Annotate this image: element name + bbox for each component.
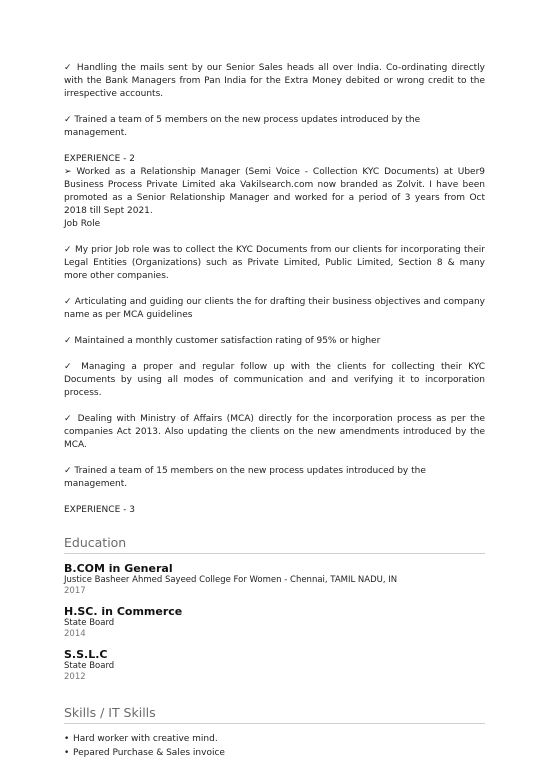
job-role-point: ✓ Dealing with Ministry of Affairs (MCA) directly for the incorporation process as per the companies Act 2013. Also updating the clients on the new amendments introduced by the MCA. [64, 414, 485, 450]
experience-point: ✓ Handling the mails sent by our Senior Sales heads all over India. Co-ordinating directly with the Bank Managers from Pan India for the Extra Money debited or wrong credit to the irrespective accounts. [64, 63, 485, 99]
experience-2-intro: ➢ Worked as a Relationship Manager (Semi Voice - Collection KYC Documents) at Uber9 Business Process Private Limited aka Vakilsearch.com now branded as Zolvit. I have been promoted as a Senior Relationship Manager and worked for a period of 3 years from Oct 2018 till Sept 2021. [64, 167, 485, 216]
education-year: 2014 [64, 629, 86, 639]
job-role-point: ✓ Articulating and guiding our clients the for drafting their business objectives and company name as per MCA guidelines [64, 297, 485, 320]
education-year: 2017 [64, 586, 86, 596]
experience-3-heading: EXPERIENCE - 3 [64, 505, 135, 515]
education-institution: State Board [64, 661, 115, 671]
skills-title: Skills / IT Skills [64, 705, 485, 724]
education-institution: State Board [64, 618, 115, 628]
education-section [64, 535, 485, 683]
bullet-icon: • [64, 734, 70, 744]
skill-item [64, 732, 485, 746]
resume-page [64, 62, 485, 760]
education-year: 2012 [64, 672, 86, 682]
skill-item [64, 746, 485, 760]
education-degree: H.SC. in Commerce [64, 605, 183, 618]
job-role-point: ✓ Maintained a monthly customer satisfaction rating of 95% or higher [64, 336, 381, 346]
education-title: Education [64, 535, 485, 554]
skill-text: Pepared Purchase & Sales invoice [73, 748, 225, 758]
skills-section [64, 705, 485, 760]
education-institution: Justice Basheer Ahmed Sayeed College For Women - Chennai, TAMIL NADU, IN [64, 575, 398, 585]
experience-2-heading: EXPERIENCE - 2 [64, 154, 135, 164]
experience-section [64, 62, 485, 517]
experience-point: ✓ Trained a team of 5 members on the new process updates introduced by the management. [64, 115, 421, 138]
education-item [64, 605, 485, 640]
job-role-point: ✓ Trained a team of 15 members on the new process updates introduced by the management. [64, 466, 426, 489]
job-role-point: ✓ Managing a proper and regular follow up with the clients for collecting their KYC Documents by using all modes of communication and and verifying it to incorporation process. [64, 362, 485, 398]
education-item [64, 562, 485, 597]
education-item [64, 648, 485, 683]
bullet-icon: • [64, 748, 70, 758]
education-degree: S.S.L.C [64, 648, 108, 661]
skill-text: Hard worker with creative mind. [73, 734, 218, 744]
job-role-label: Job Role [64, 219, 101, 229]
skills-list [64, 732, 485, 760]
job-role-point: ✓ My prior Job role was to collect the KYC Documents from our clients for incorporating their Legal Entities (Organizations) such as Private Limited, Public Limited, Section 8 & many more other companies. [64, 245, 485, 281]
education-degree: B.COM in General [64, 562, 173, 575]
